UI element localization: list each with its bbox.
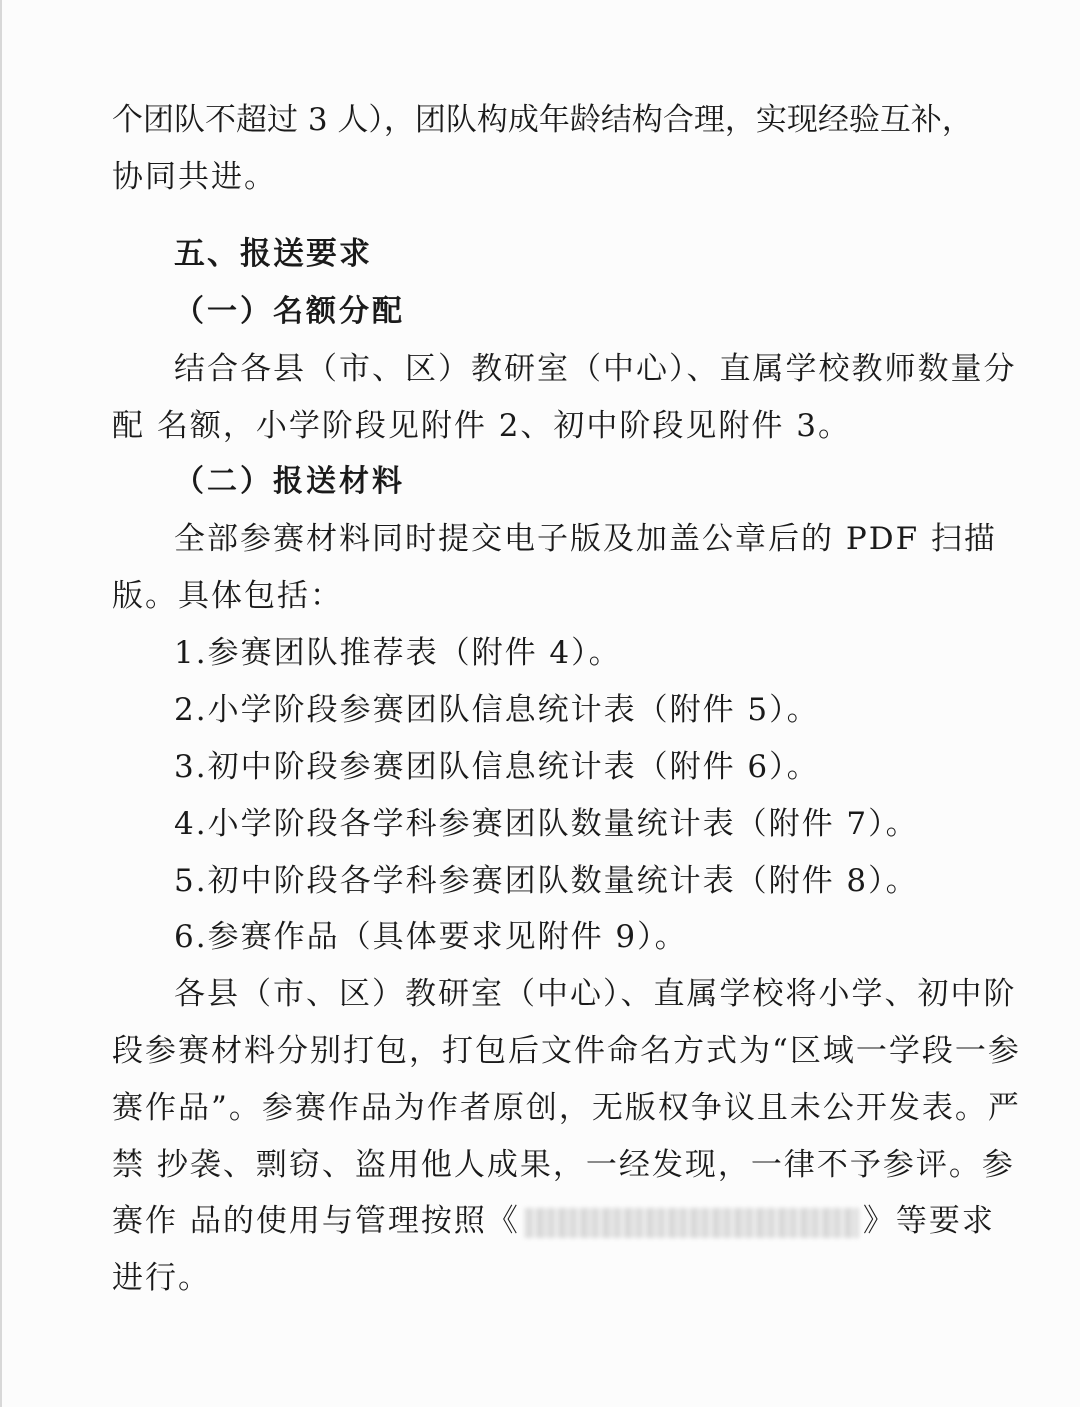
list-item: 4.小学阶段各学科参赛团队数量统计表（附件 7）。 (174, 806, 919, 842)
quota-text-1: 结合各县（市、区）教研室（中心）、直属学校教师数量分 (174, 351, 1017, 387)
closing-paragraph-line-2: 段参赛材料分别打包，打包后文件命名方式为“区域一学段一参 (112, 1033, 1021, 1069)
redacted-document-title (524, 1208, 859, 1238)
continuation-line-1 (112, 100, 1002, 140)
closing-line-5-suffix: 》等要求 (862, 1203, 995, 1239)
closing-paragraph-line-1: 各县（市、区）教研室（中心）、直属学校将小学、初中阶 (174, 976, 1017, 1012)
quota-paragraph-line-2: 配 名额，小学阶段见附件 2、初中阶段见附件 3。 (112, 408, 852, 444)
quota-paragraph-line-1 (174, 349, 1017, 389)
closing-paragraph-line-3: 赛作品”。参赛作品为作者原创，无版权争议且未公开发表。严 (112, 1090, 1021, 1126)
list-item: 3.初中阶段参赛团队信息统计表（附件 6）。 (174, 749, 820, 785)
closing-paragraph-line-6: 进行。 (112, 1260, 211, 1296)
closing-line-5-prefix: 赛作 品的使用与管理按照《 (112, 1203, 520, 1239)
continuation-line-2: 协同共进。 (112, 159, 277, 195)
list-item: 2.小学阶段参赛团队信息统计表（附件 5）。 (174, 692, 820, 728)
materials-paragraph-line-2: 版。具体包括： (112, 578, 343, 614)
closing-paragraph-line-4: 禁 抄袭、剽窃、盗用他人成果，一经发现，一律不予参评。参 (112, 1147, 1015, 1183)
list-item: 1.参赛团队推荐表（附件 4）。 (174, 635, 622, 671)
section-heading: 五、报送要求 (174, 236, 372, 272)
subsection-2-title: （二）报送材料 (174, 464, 405, 499)
continuation-text-1: 个团队不超过 3 人），团队构成年龄结构合理，实现经验互补， (112, 102, 973, 138)
closing-paragraph-line-5 (112, 1201, 995, 1241)
list-item: 6.参赛作品（具体要求见附件 9）。 (174, 919, 688, 955)
subsection-1-title: （一）名额分配 (174, 294, 405, 329)
list-item: 5.初中阶段各学科参赛团队数量统计表（附件 8）。 (174, 863, 919, 899)
materials-paragraph-line-1: 全部参赛材料同时提交电子版及加盖公章后的 PDF 扫描 (174, 521, 997, 557)
